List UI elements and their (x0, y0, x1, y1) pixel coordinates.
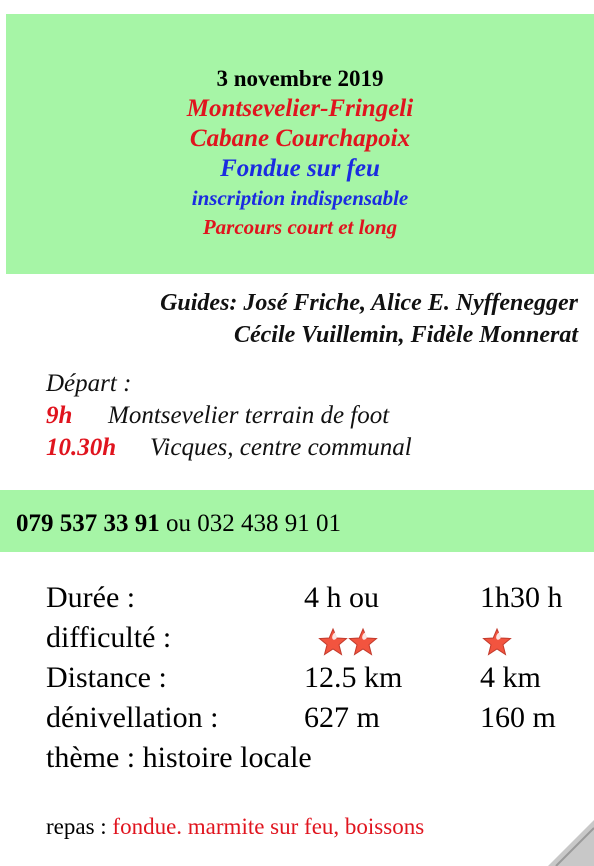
theme-text: thème : histoire locale (46, 741, 312, 774)
denivellation-long: 627 m (304, 701, 380, 734)
guides-block (160, 287, 578, 351)
difficulte-court-stars (482, 620, 512, 660)
repas-menu: fondue. marmite sur feu, boissons (112, 814, 425, 839)
duree-court: 1h30 h (480, 581, 563, 614)
event-parcours: Parcours court et long (202, 215, 398, 239)
depart-label: Départ : (46, 370, 132, 397)
depart-time: 9h (46, 402, 73, 429)
depart-item (46, 400, 412, 432)
contact-line (16, 510, 341, 538)
guides-line-2: Cécile Vuillemin, Fidèle Monnerat (233, 322, 578, 348)
event-date: 3 novembre 2019 (216, 66, 384, 91)
event-route: Montsevelier-Fringeli (186, 95, 414, 122)
distance-label: Distance : (46, 661, 167, 694)
repas-line (46, 814, 552, 840)
phone-number-1: 079 537 33 91 (16, 510, 160, 537)
difficulte-row (46, 618, 594, 658)
event-cabin: Cabane Courchapoix (189, 125, 411, 152)
event-header-box (6, 14, 594, 274)
phone-number-2: 032 438 91 01 (197, 510, 341, 537)
difficulte-label: difficulté : (46, 621, 172, 654)
duree-row (46, 578, 594, 618)
depart-place: Montsevelier terrain de foot (108, 402, 390, 429)
duree-label: Durée : (46, 581, 136, 614)
distance-long: 12.5 km (304, 661, 403, 694)
difficulte-long-stars (318, 620, 378, 660)
distance-court: 4 km (480, 661, 541, 694)
star-icon (482, 627, 512, 657)
denivellation-label: dénivellation : (46, 701, 219, 734)
denivellation-row (46, 698, 594, 738)
theme-row (46, 738, 594, 778)
details-block (46, 578, 594, 778)
repas-label: repas : (46, 814, 107, 839)
depart-place: Vicques, centre communal (150, 434, 412, 461)
page-curl-icon (548, 820, 594, 866)
event-inscription: inscription indispensable (191, 186, 409, 210)
phone-separator: ou (166, 510, 191, 537)
depart-block (46, 368, 412, 464)
guides-line-1: Guides: José Friche, Alice E. Nyffenegger (160, 290, 578, 316)
depart-time: 10.30h (46, 434, 117, 461)
denivellation-court: 160 m (480, 701, 556, 734)
event-fondue: Fondue sur feu (220, 155, 380, 182)
star-icon (318, 627, 348, 657)
distance-row (46, 658, 594, 698)
star-icon (348, 627, 378, 657)
contact-box (0, 490, 594, 552)
depart-item (46, 432, 412, 464)
duree-long: 4 h ou (304, 581, 379, 614)
